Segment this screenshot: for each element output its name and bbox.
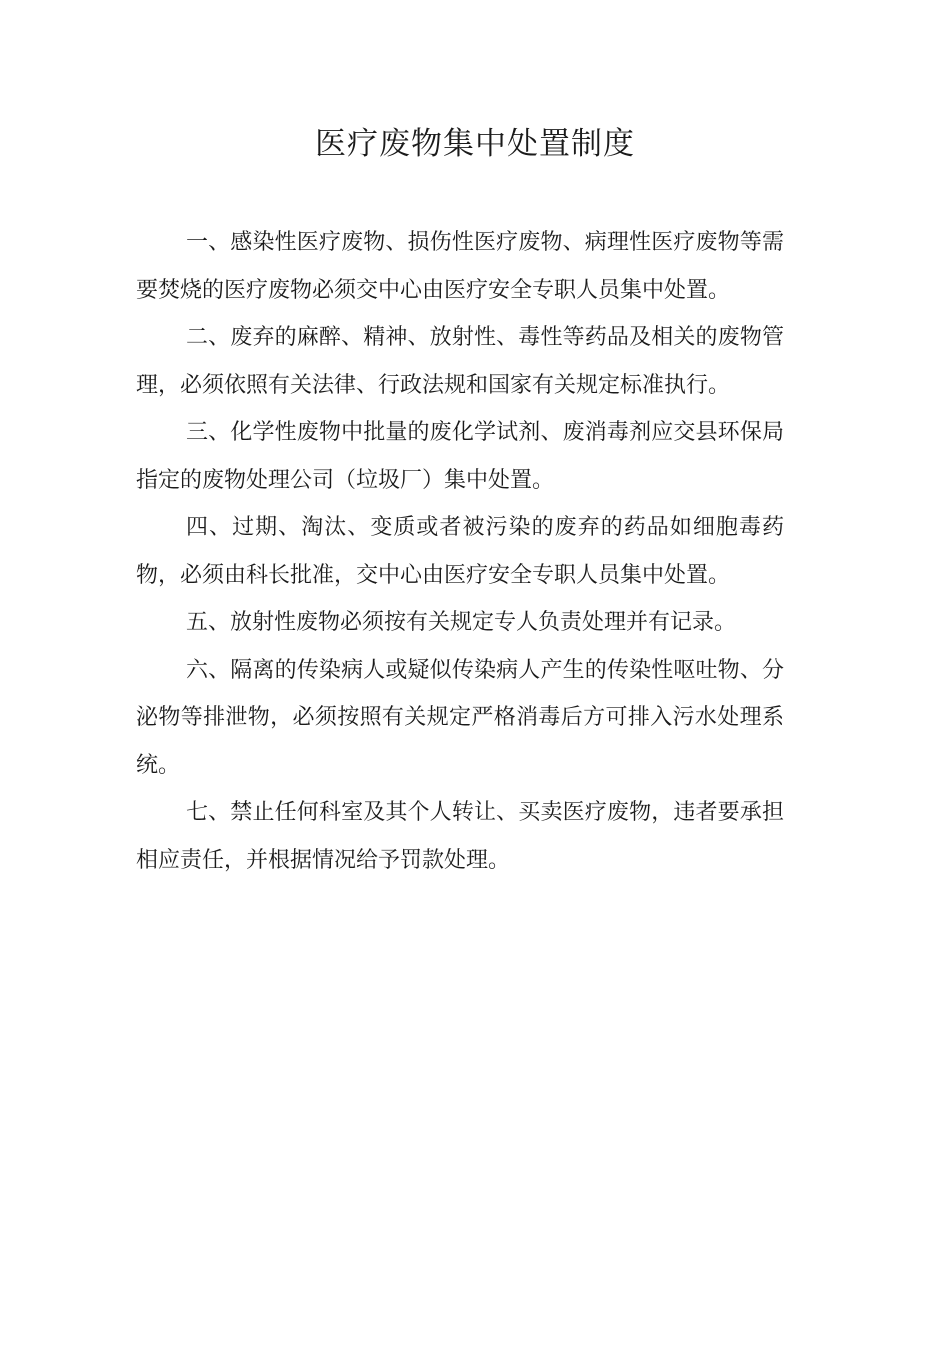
- paragraph-5: 五、放射性废物必须按有关规定专人负责处理并有记录。: [186, 610, 737, 635]
- paragraph-6: 六、隔离的传染病人或疑似传染病人产生的传染性呕吐物、分泌物等排泄物，必须按照有关规定严格消毒后方可排入污水处理系统。: [136, 657, 784, 778]
- paragraph-4: 四、过期、淘汰、变质或者被污染的废弃的药品如细胞毒药物，必须由科长批准，交中心由医疗安全专职人员集中处置。: [136, 515, 784, 588]
- paragraph-3: 三、化学性废物中批量的废化学试剂、废消毒剂应交县环保局指定的废物处理公司（垃圾厂）集中处置。: [136, 420, 784, 493]
- paragraph-2: 二、废弃的麻醉、精神、放射性、毒性等药品及相关的废物管理，必须依照有关法律、行政法规和国家有关规定标准执行。: [136, 325, 784, 398]
- paragraph-1: 一、感染性医疗废物、损伤性医疗废物、病理性医疗废物等需要焚烧的医疗废物必须交中心由医疗安全专职人员集中处置。: [136, 230, 784, 303]
- document-title: 医疗废物集中处置制度: [315, 126, 635, 162]
- paragraph-7: 七、禁止任何科室及其个人转让、买卖医疗废物，违者要承担相应责任，并根据情况给予罚款处理。: [136, 800, 784, 873]
- document-body: [136, 219, 784, 884]
